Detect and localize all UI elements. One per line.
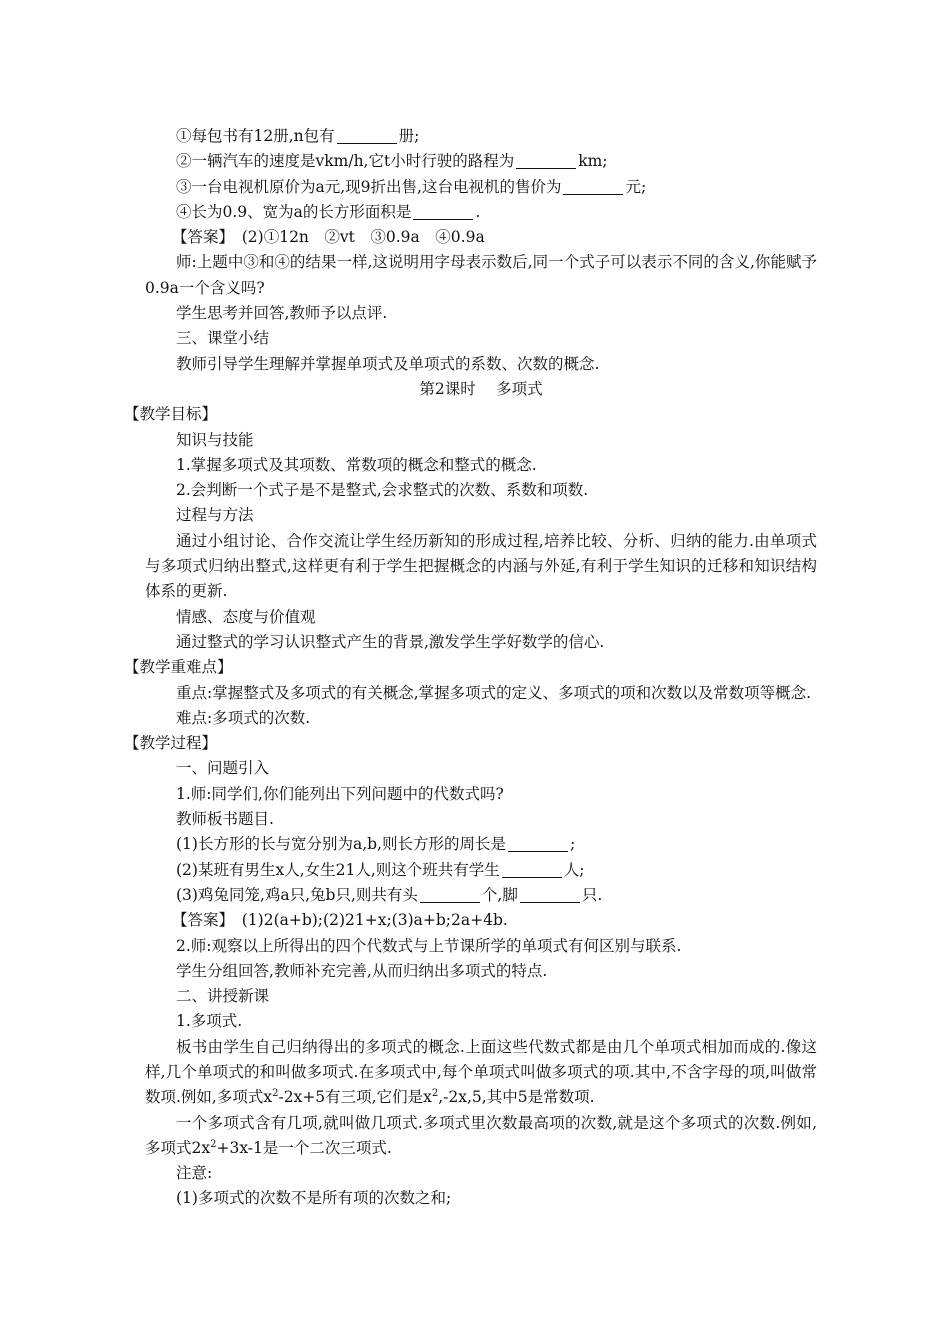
exercise-answer: 【答案】 (2)①12n ②vt ③0.9a ④0.9a — [172, 228, 485, 247]
q4-text: ④长为0.9、宽为a的长方形面积是 — [176, 202, 412, 221]
intro-heading: 一、问题引入 — [176, 759, 270, 778]
answer-blank — [563, 178, 623, 195]
summary-heading: 三、课堂小结 — [176, 329, 270, 348]
problem-1-text: (1)长方形的长与宽分别为a,b,则长方形的周长是 — [176, 835, 506, 854]
process-heading: 过程与方法 — [176, 506, 254, 525]
note-heading: 注意: — [176, 1164, 213, 1183]
q3-tail: 元; — [625, 177, 647, 196]
polynomial-heading: 1.多项式. — [176, 1012, 243, 1031]
problem-1 — [145, 832, 817, 857]
teacher-note: 师:上题中③和④的结果一样,这说明用字母表示数后,同一个式子可以表示不同的含义,你能赋予0.9a一个含义吗? — [145, 253, 817, 297]
exercise-q3 — [145, 175, 817, 200]
problem-1-tail: ; — [569, 835, 576, 854]
exercise-q1 — [145, 124, 817, 149]
new-lesson-heading: 二、讲授新课 — [176, 987, 270, 1006]
group-reply: 学生分组回答,教师补充完善,从而归纳出多项式的特点. — [176, 961, 548, 980]
polynomial-definition — [145, 1035, 817, 1111]
problem-2 — [145, 858, 817, 883]
q2-tail: km; — [578, 152, 608, 171]
intro-question: 1.师:同学们,你们能列出下列问题中的代数式吗? — [176, 784, 504, 803]
q3-text: ③一台电视机原价为a元,现9折出售,这台电视机的售价为 — [176, 177, 562, 196]
problem-3-mid: 个,脚 — [481, 885, 518, 904]
exercise-q2 — [145, 149, 817, 174]
emotion-text: 通过整式的学习认识整式产生的背景,激发学生学好数学的信心. — [176, 632, 605, 651]
process-main-heading: 【教学过程】 — [124, 734, 218, 753]
poly-def-part-a: 板书由学生自己归纳得出的多项式的概念.上面这些代数式都是由几个单项式相加而成的.像这样,几个单项式的和叫做多项式.在多项式中,每个单项式叫做多项式的项.其中,不含字母的项,叫做常数项.例如,多项式x — [145, 1037, 817, 1107]
poly-def-part-c: ,-2x,5,其中5是常数项. — [438, 1088, 595, 1107]
q1-text: ①每包书有12册,n包有 — [176, 127, 335, 145]
goals-heading: 【教学目标】 — [124, 405, 218, 424]
answer-2: 【答案】 (1)2(a+b);(2)21+x;(3)a+b;2a+4b. — [172, 911, 508, 930]
summary-text: 教师引导学生理解并掌握单项式及单项式的系数、次数的概念. — [176, 354, 600, 373]
process-text: 通过小组讨论、合作交流让学生经历新知的形成过程,培养比较、分析、归纳的能力.由单项式与多项式归纳出整式,这样更有利于学生把握概念的内涵与外延,有利于学生知识的迁移和知识结构体系的更新. — [145, 531, 817, 601]
problem-3-tail: 只. — [581, 885, 603, 904]
poly-def-part-b: -2x+5有三项,它们是x — [278, 1088, 432, 1107]
text-column — [124, 124, 817, 1212]
answer-blank — [516, 152, 576, 169]
exercise-q4 — [145, 200, 817, 225]
answer-blank — [337, 127, 397, 144]
emotion-heading: 情感、态度与价值观 — [176, 607, 316, 626]
q1-tail: 册; — [398, 127, 420, 145]
degree-part-a: 一个多项式含有几项,就叫做几项式.多项式里次数最高项的次数,就是这个多项式的次数.例如,多项式2x — [145, 1113, 817, 1157]
student-reply: 学生思考并回答,教师予以点评. — [176, 304, 388, 323]
key-point: 重点:掌握整式及多项式的有关概念,掌握多项式的定义、多项式的项和次数以及常数项等概念. — [176, 683, 812, 702]
key-heading: 【教学重难点】 — [124, 658, 233, 677]
superscript: 2 — [210, 1138, 217, 1150]
problem-3 — [145, 883, 817, 908]
board-note: 教师板书题目. — [176, 810, 274, 829]
answer-blank — [508, 835, 568, 852]
q2-text: ②一辆汽车的速度是vkm/h,它t小时行驶的路程为 — [176, 152, 515, 171]
difficult-point: 难点:多项式的次数. — [176, 708, 311, 727]
answer-blank — [420, 886, 480, 903]
superscript: 2 — [431, 1088, 439, 1100]
superscript: 2 — [272, 1088, 279, 1100]
q4-tail: . — [475, 202, 481, 221]
problem-2-tail: 人; — [563, 860, 585, 879]
problem-3-text: (3)鸡兔同笼,鸡a只,兔b只,则共有头 — [176, 885, 418, 904]
problem-2-text: (2)某班有男生x人,女生21人,则这个班共有学生 — [176, 860, 500, 879]
note-item-1: (1)多项式的次数不是所有项的次数之和; — [176, 1189, 452, 1208]
teacher-question-2: 2.师:观察以上所得出的四个代数式与上节课所学的单项式有何区别与联系. — [176, 936, 682, 955]
degree-definition — [145, 1111, 817, 1162]
degree-part-b: +3x-1是一个二次三项式. — [216, 1138, 392, 1157]
answer-blank — [502, 861, 562, 878]
knowledge-item-1: 1.掌握多项式及其项数、常数项的概念和整式的概念. — [176, 455, 537, 474]
knowledge-heading: 知识与技能 — [176, 430, 254, 449]
answer-blank — [520, 886, 580, 903]
answer-blank — [413, 203, 473, 220]
knowledge-item-2: 2.会判断一个式子是不是整式,会求整式的次数、系数和项数. — [176, 481, 589, 500]
lesson-title: 第2课时 多项式 — [419, 379, 543, 398]
